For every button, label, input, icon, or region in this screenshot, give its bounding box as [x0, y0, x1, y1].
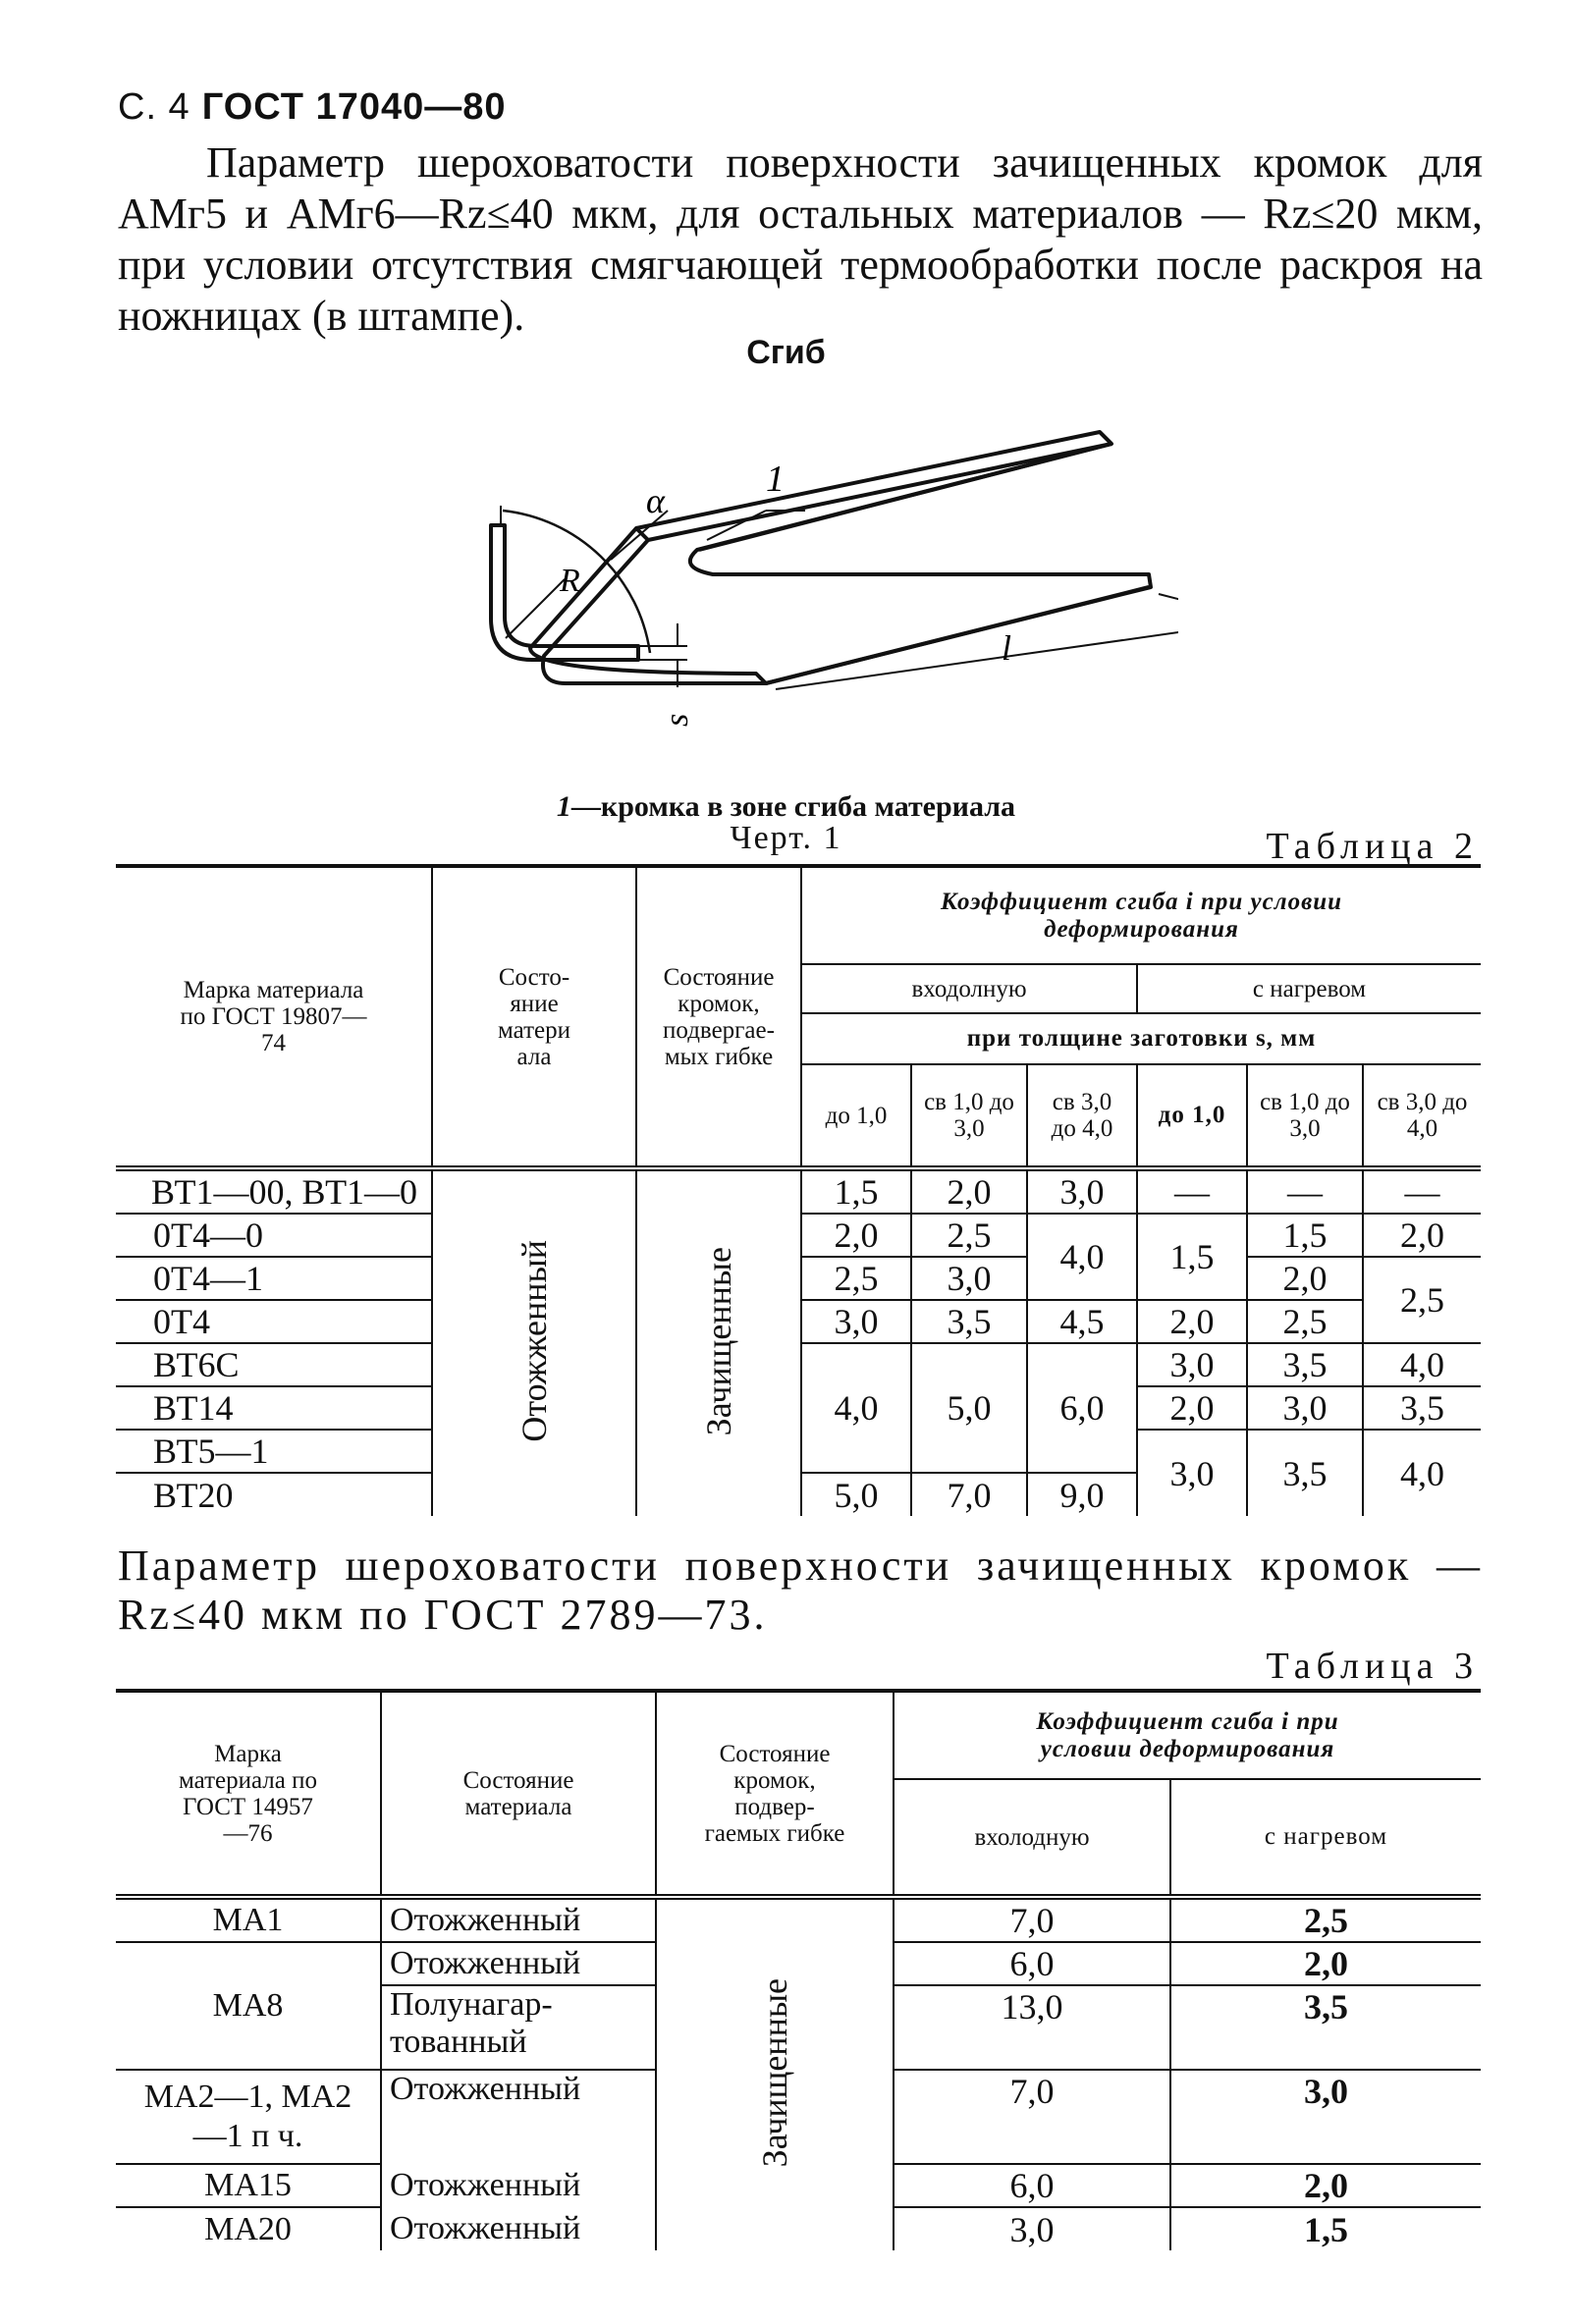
t3-edge-value: Зачищенные: [755, 1977, 794, 2168]
t3-cell-hot: 1,5: [1170, 2207, 1481, 2250]
t2-edge-value: Зачищенные: [699, 1246, 738, 1436]
t2-material: ВТ5—1: [116, 1430, 432, 1473]
t2-cell: 2,5: [1247, 1300, 1363, 1343]
t3-cell-cold: 13,0: [894, 1985, 1170, 2070]
t2-material: ВТ6С: [116, 1343, 432, 1386]
t2-header-thickness: при толщине заготовки s, мм: [801, 1013, 1481, 1064]
t3-state: Отожженный: [381, 2207, 656, 2250]
label-alpha: α: [646, 481, 665, 520]
t2-cell: 1,5: [801, 1168, 911, 1214]
caption-text: —кромка в зоне сгиба материала: [570, 790, 1016, 823]
t2-cell: 3,0: [1137, 1430, 1247, 1516]
t2-cell: 2,5: [911, 1214, 1027, 1257]
t2-cell: 2,5: [1363, 1257, 1481, 1343]
t2-sub-cold-1: до 1,0: [801, 1064, 911, 1168]
t3-header-state: Состояние материала: [381, 1691, 656, 1897]
t3-edge-cell: [656, 1897, 894, 2250]
t2-cell: 5,0: [801, 1473, 911, 1516]
table2-name: Таблица 2: [1266, 826, 1479, 867]
t2-material: 0Т4: [116, 1300, 432, 1343]
caption-number: 1: [556, 790, 571, 823]
t2-cell: 2,0: [911, 1168, 1027, 1214]
t2-cell: 3,0: [911, 1257, 1027, 1300]
t2-cell: 3,0: [801, 1300, 911, 1343]
t3-state: Отожженный: [381, 1942, 656, 1985]
t2-cell: 3,5: [1247, 1430, 1363, 1516]
t3-cell-hot: 2,0: [1170, 2164, 1481, 2207]
t3-header-hot: с нагревом: [1170, 1779, 1481, 1897]
t2-cell: 4,5: [1027, 1300, 1137, 1343]
label-thickness: s: [659, 713, 695, 727]
table-3: [116, 1689, 1481, 2250]
t2-material: ВТ20: [153, 1475, 234, 1515]
t3-cell-hot: 3,0: [1170, 2070, 1481, 2164]
t2-material: 0Т4—1: [116, 1257, 432, 1300]
t3-material: МА20: [204, 2210, 292, 2247]
paragraph-roughness-1: Параметр шероховатости поверхности зачищенных кромок для АМг5 и АМг6—Rz≤40 мкм, для остальных материалов — Rz≤20 мкм, при условии отсутствия смягчающей термообработки после раскроя на ножницах (в штампе).: [118, 138, 1483, 340]
t3-cell-hot: 3,5: [1170, 1985, 1481, 2070]
t3-state: Полунагар-тованный: [381, 1985, 656, 2070]
page-number: С. 4: [118, 86, 190, 128]
t3-header-coef: Коэффициент сгиба i при условии деформирования: [894, 1691, 1481, 1779]
t2-edge-cell: [636, 1168, 801, 1516]
t2-cell: —: [1137, 1168, 1247, 1214]
t2-cell: 3,0: [1247, 1386, 1363, 1430]
t2-material: ВТ14: [116, 1386, 432, 1430]
t2-cell: 5,0: [911, 1343, 1027, 1473]
t2-cell: 9,0: [1027, 1473, 1137, 1516]
t2-cell: 2,5: [801, 1257, 911, 1300]
t3-cell-cold: 7,0: [894, 2070, 1170, 2164]
t2-header-coef: Коэффициент сгиба i при условии деформирования: [801, 866, 1481, 964]
figure-title: Сгиб: [746, 334, 826, 371]
t2-cell: 1,5: [1137, 1214, 1247, 1300]
t2-state-cell: [432, 1168, 636, 1516]
t2-cell: 2,0: [801, 1214, 911, 1257]
t2-header-cold: входолную: [801, 964, 1137, 1013]
table-2: [116, 864, 1481, 1516]
t3-header-material: Марка материала по ГОСТ 14957—76: [178, 1740, 317, 1847]
t3-cell-cold: 6,0: [894, 1942, 1170, 1985]
t3-state: Отожженный: [381, 1897, 656, 1942]
t2-material: 0Т4—0: [116, 1214, 432, 1257]
t2-cell: 6,0: [1027, 1343, 1137, 1473]
paragraph-roughness-2: Параметр шероховатости поверхности зачищенных кромок — Rz≤40 мкм по ГОСТ 2789—73.: [118, 1541, 1483, 1639]
label-radius: R: [560, 563, 580, 599]
t2-cell: 3,0: [1137, 1343, 1247, 1386]
t2-sub-hot-3: св 3,0 до 4,0: [1363, 1064, 1481, 1168]
t2-cell: 7,0: [911, 1473, 1027, 1516]
label-edge-1: 1: [766, 459, 785, 500]
t3-header-cold: вхолодную: [894, 1779, 1170, 1897]
t2-cell: 3,5: [1363, 1386, 1481, 1430]
t2-cell: 2,0: [1363, 1214, 1481, 1257]
t2-header-hot: с нагревом: [1137, 964, 1481, 1013]
t2-cell: 3,0: [1027, 1168, 1137, 1214]
t2-cell: —: [1363, 1168, 1481, 1214]
t3-cell-cold: 6,0: [894, 2164, 1170, 2207]
t3-state: Отожженный: [381, 2070, 656, 2164]
t3-cell-hot: 2,5: [1170, 1897, 1481, 1942]
t2-cell: 4,0: [1027, 1214, 1137, 1300]
label-length: l: [1002, 628, 1012, 668]
t3-material: МА15: [116, 2164, 381, 2207]
t2-sub-cold-2: св 1,0 до 3,0: [911, 1064, 1027, 1168]
t2-sub-cold-3: св 3,0 до 4,0: [1027, 1064, 1137, 1168]
t2-cell: 3,5: [1247, 1343, 1363, 1386]
t2-state-value: Отожженный: [515, 1240, 554, 1442]
standard-code: ГОСТ 17040—80: [201, 86, 507, 128]
t2-header-material: Марка материала по ГОСТ 19807—74: [180, 977, 367, 1056]
drawing-number: Черт. 1: [730, 820, 842, 856]
t3-material: МА2—1, МА2—1 п ч.: [116, 2070, 381, 2164]
figure-caption: [0, 790, 1572, 824]
t2-cell: 3,5: [911, 1300, 1027, 1343]
t2-cell: 2,0: [1247, 1257, 1363, 1300]
t2-header-state: Состо-яние матери ала: [432, 866, 636, 1168]
t2-cell: 2,0: [1137, 1386, 1247, 1430]
t2-cell: 4,0: [1363, 1430, 1481, 1516]
table3-name: Таблица 3: [1266, 1646, 1479, 1687]
t3-cell-cold: 3,0: [894, 2207, 1170, 2250]
t2-material: ВТ1—00, ВТ1—0: [116, 1168, 432, 1214]
t3-cell-cold: 7,0: [894, 1897, 1170, 1942]
t2-header-edge-state: Состояние кромок, подвергае-мых гибке: [636, 866, 801, 1168]
t3-material: МА8: [116, 1942, 381, 2070]
t3-state: Отожженный: [381, 2164, 656, 2207]
t3-header-edge-state: Состояние кромок, подвер-гаемых гибке: [656, 1691, 894, 1897]
t2-cell: 1,5: [1247, 1214, 1363, 1257]
t2-cell: 2,0: [1137, 1300, 1247, 1343]
t2-sub-hot-2: св 1,0 до 3,0: [1247, 1064, 1363, 1168]
t2-cell: 4,0: [801, 1343, 911, 1473]
t2-cell: —: [1247, 1168, 1363, 1214]
t2-cell: 4,0: [1363, 1343, 1481, 1386]
bend-drawing: [471, 403, 1178, 776]
t3-cell-hot: 2,0: [1170, 1942, 1481, 1985]
page-header: [118, 86, 507, 129]
t3-material: МА1: [116, 1897, 381, 1942]
t2-sub-hot-1: до 1,0: [1137, 1064, 1247, 1168]
